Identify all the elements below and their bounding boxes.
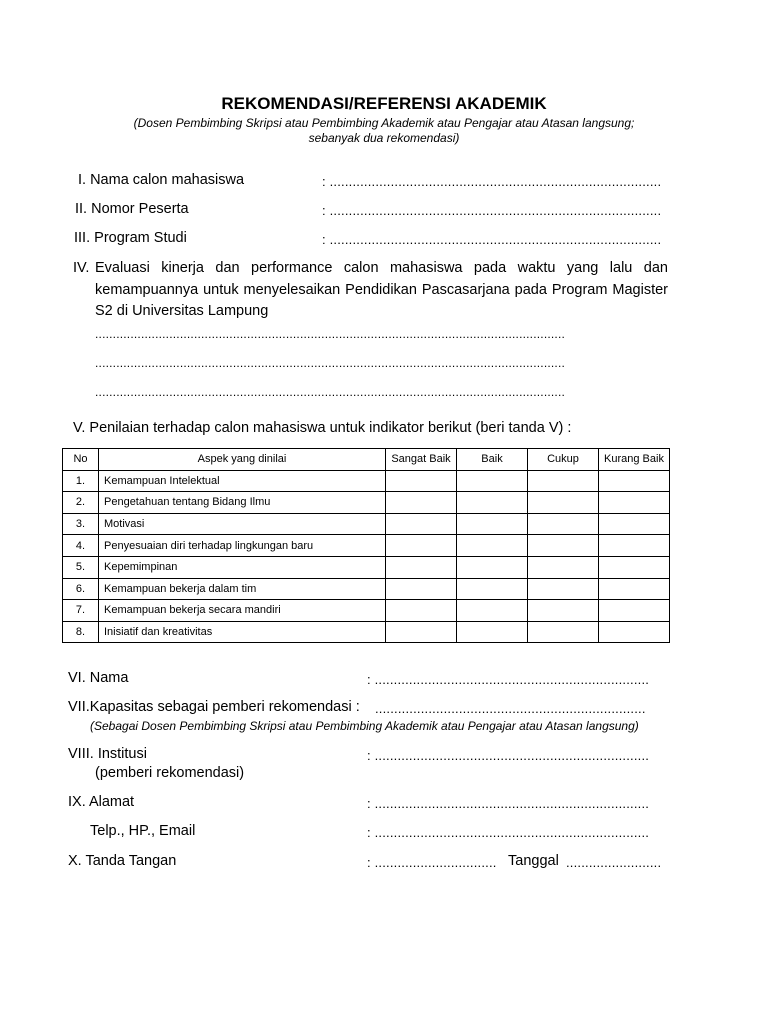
cell-sangat-baik[interactable] bbox=[386, 621, 457, 643]
cell-baik[interactable] bbox=[457, 513, 528, 535]
cell-cukup[interactable] bbox=[528, 600, 599, 622]
cell-sangat-baik[interactable] bbox=[386, 578, 457, 600]
nomor-peserta-label: II. Nomor Peserta bbox=[75, 201, 189, 217]
nomor-peserta-field[interactable]: : ....................................................................................... bbox=[322, 203, 662, 218]
cell-kurang-baik[interactable] bbox=[599, 621, 670, 643]
cell-baik[interactable] bbox=[457, 578, 528, 600]
row-aspek: Pengetahuan tentang Bidang Ilmu bbox=[99, 492, 386, 514]
cell-kurang-baik[interactable] bbox=[599, 535, 670, 557]
evaluasi-line-2[interactable]: ..................................................................................................................................... bbox=[95, 356, 566, 370]
col-header-baik: Baik bbox=[457, 449, 528, 471]
cell-cukup[interactable] bbox=[528, 513, 599, 535]
alamat-field[interactable]: : ........................................................................ bbox=[367, 796, 650, 811]
col-header-aspek: Aspek yang dinilai bbox=[99, 449, 386, 471]
tanggal-field[interactable]: ......................... bbox=[566, 855, 662, 870]
cell-baik[interactable] bbox=[457, 600, 528, 622]
cell-sangat-baik[interactable] bbox=[386, 513, 457, 535]
cell-cukup[interactable] bbox=[528, 492, 599, 514]
evaluasi-line-3[interactable]: ..................................................................................................................................... bbox=[95, 385, 566, 399]
cell-cukup[interactable] bbox=[528, 470, 599, 492]
cell-cukup[interactable] bbox=[528, 621, 599, 643]
cell-kurang-baik[interactable] bbox=[599, 578, 670, 600]
table-row bbox=[63, 600, 670, 622]
cell-baik[interactable] bbox=[457, 556, 528, 578]
row-aspek: Kemampuan Intelektual bbox=[99, 470, 386, 492]
row-aspek: Kemampuan bekerja dalam tim bbox=[99, 578, 386, 600]
institusi-field[interactable]: : ........................................................................ bbox=[367, 748, 650, 763]
col-header-no: No bbox=[63, 449, 99, 471]
page-title: REKOMENDASI/REFERENSI AKADEMIK bbox=[221, 94, 547, 113]
row-aspek: Inisiatif dan kreativitas bbox=[99, 621, 386, 643]
evaluasi-text: Evaluasi kinerja dan performance calon mahasiswa pada waktu yang lalu dan kemampuannya untuk menyelesaikan Pendidikan Pascasarjana pada Program Magister S2 di Universitas Lampung bbox=[95, 260, 668, 319]
row-aspek: Motivasi bbox=[99, 513, 386, 535]
row-aspek: Kemampuan bekerja secara mandiri bbox=[99, 600, 386, 622]
row-number: 4. bbox=[63, 535, 99, 557]
page-subtitle-line2: sebanyak dua rekomendasi) bbox=[308, 131, 460, 145]
row-number: 7. bbox=[63, 600, 99, 622]
table-row bbox=[63, 556, 670, 578]
col-header-kurang-baik: Kurang Baik bbox=[599, 449, 670, 471]
tanggal-label: Tanggal bbox=[508, 853, 559, 869]
cell-sangat-baik[interactable] bbox=[386, 556, 457, 578]
row-number: 8. bbox=[63, 621, 99, 643]
penilaian-table bbox=[62, 448, 670, 643]
cell-kurang-baik[interactable] bbox=[599, 513, 670, 535]
alamat-label: IX. Alamat bbox=[68, 794, 135, 810]
cell-baik[interactable] bbox=[457, 621, 528, 643]
cell-kurang-baik[interactable] bbox=[599, 492, 670, 514]
col-header-sangat-baik: Sangat Baik bbox=[386, 449, 457, 471]
page-subtitle-line1: (Dosen Pembimbing Skripsi atau Pembimbing Akademik atau Pengajar atau Atasan langsung; bbox=[133, 116, 635, 130]
telp-field[interactable]: : ........................................................................ bbox=[367, 825, 650, 840]
row-number: 6. bbox=[63, 578, 99, 600]
table-row bbox=[63, 513, 670, 535]
kapasitas-label: VII.Kapasitas sebagai pemberi rekomendasi : bbox=[68, 699, 360, 715]
row-aspek: Penyesuaian diri terhadap lingkungan baru bbox=[99, 535, 386, 557]
program-studi-field[interactable]: : ....................................................................................... bbox=[322, 232, 662, 247]
tanda-tangan-label: X. Tanda Tangan bbox=[68, 853, 177, 869]
cell-cukup[interactable] bbox=[528, 578, 599, 600]
table-row bbox=[63, 535, 670, 557]
tanda-tangan-field[interactable]: : ................................ bbox=[367, 855, 497, 870]
table-row bbox=[63, 621, 670, 643]
penilaian-heading: V. Penilaian terhadap calon mahasiswa untuk indikator berikut (beri tanda V) : bbox=[73, 420, 572, 436]
institusi-sub-label: (pemberi rekomendasi) bbox=[95, 765, 245, 781]
cell-cukup[interactable] bbox=[528, 535, 599, 557]
row-number: 1. bbox=[63, 470, 99, 492]
nama-pemberi-label: VI. Nama bbox=[68, 670, 129, 686]
cell-sangat-baik[interactable] bbox=[386, 600, 457, 622]
table-row bbox=[63, 492, 670, 514]
evaluasi-line-1[interactable]: ..................................................................................................................................... bbox=[95, 327, 566, 341]
cell-baik[interactable] bbox=[457, 492, 528, 514]
cell-kurang-baik[interactable] bbox=[599, 470, 670, 492]
table-row bbox=[63, 578, 670, 600]
cell-kurang-baik[interactable] bbox=[599, 556, 670, 578]
institusi-label: VIII. Institusi bbox=[68, 746, 147, 762]
cell-cukup[interactable] bbox=[528, 556, 599, 578]
nama-calon-label: I. Nama calon mahasiswa bbox=[78, 172, 245, 188]
cell-sangat-baik[interactable] bbox=[386, 535, 457, 557]
telp-label: Telp., HP., Email bbox=[90, 823, 196, 839]
row-aspek: Kepemimpinan bbox=[99, 556, 386, 578]
kapasitas-note: (Sebagai Dosen Pembimbing Skripsi atau Pembimbing Akademik atau Pengajar atau Atasan langsung) bbox=[90, 719, 639, 733]
cell-sangat-baik[interactable] bbox=[386, 492, 457, 514]
row-number: 2. bbox=[63, 492, 99, 514]
table-row bbox=[63, 470, 670, 492]
cell-kurang-baik[interactable] bbox=[599, 600, 670, 622]
cell-baik[interactable] bbox=[457, 535, 528, 557]
nama-pemberi-field[interactable]: : ........................................................................ bbox=[367, 672, 650, 687]
kapasitas-field[interactable]: ....................................................................... bbox=[375, 701, 646, 716]
col-header-cukup: Cukup bbox=[528, 449, 599, 471]
nama-calon-field[interactable]: : ....................................................................................... bbox=[322, 174, 662, 189]
cell-baik[interactable] bbox=[457, 470, 528, 492]
row-number: 5. bbox=[63, 556, 99, 578]
section-iv-number: IV. bbox=[73, 260, 90, 276]
table-header-row bbox=[63, 449, 670, 471]
cell-sangat-baik[interactable] bbox=[386, 470, 457, 492]
program-studi-label: III. Program Studi bbox=[74, 230, 187, 246]
row-number: 3. bbox=[63, 513, 99, 535]
